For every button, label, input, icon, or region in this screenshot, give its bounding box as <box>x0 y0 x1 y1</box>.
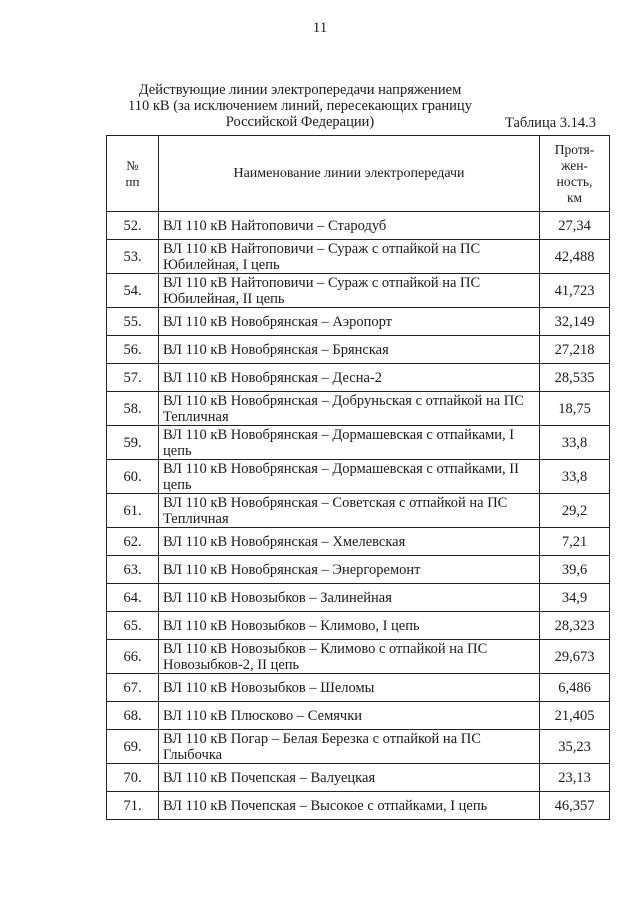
table-row <box>107 274 610 308</box>
row-number: 71. <box>107 792 159 820</box>
table-row <box>107 730 610 764</box>
row-number: 59. <box>107 426 159 460</box>
line-length: 46,357 <box>540 792 610 820</box>
table-header-row <box>107 136 610 212</box>
row-number: 70. <box>107 764 159 792</box>
row-number: 54. <box>107 274 159 308</box>
line-length: 29,2 <box>540 494 610 528</box>
line-length: 33,8 <box>540 460 610 494</box>
line-length: 18,75 <box>540 392 610 426</box>
line-length: 29,673 <box>540 640 610 674</box>
table-row <box>107 556 610 584</box>
table-row <box>107 212 610 240</box>
line-length: 28,323 <box>540 612 610 640</box>
row-number: 57. <box>107 364 159 392</box>
table-row <box>107 240 610 274</box>
table-row <box>107 584 610 612</box>
line-name: ВЛ 110 кВ Новозыбков – Климово, I цепь <box>159 612 540 640</box>
row-number: 65. <box>107 612 159 640</box>
line-length: 21,405 <box>540 702 610 730</box>
table-row <box>107 640 610 674</box>
row-number: 68. <box>107 702 159 730</box>
line-length: 41,723 <box>540 274 610 308</box>
table-row <box>107 764 610 792</box>
line-length: 28,535 <box>540 364 610 392</box>
line-length: 39,6 <box>540 556 610 584</box>
line-name: ВЛ 110 кВ Новобрянская – Хмелевская <box>159 528 540 556</box>
table-row <box>107 612 610 640</box>
row-number: 53. <box>107 240 159 274</box>
line-name: ВЛ 110 кВ Новобрянская – Дормашевская с отпайками, I цепь <box>159 426 540 460</box>
row-number: 67. <box>107 674 159 702</box>
line-name: ВЛ 110 кВ Плюсково – Семячки <box>159 702 540 730</box>
line-name: ВЛ 110 кВ Новобрянская – Брянская <box>159 336 540 364</box>
row-number: 56. <box>107 336 159 364</box>
line-length: 32,149 <box>540 308 610 336</box>
line-name: ВЛ 110 кВ Новозыбков – Залинейная <box>159 584 540 612</box>
header-number: № пп <box>107 136 159 212</box>
header-length: Протя- жен- ность, км <box>540 136 610 212</box>
table-row <box>107 674 610 702</box>
row-number: 66. <box>107 640 159 674</box>
page-number: 11 <box>312 20 328 36</box>
title-line: Действующие линии электропередачи напряжением <box>138 82 462 98</box>
row-number: 69. <box>107 730 159 764</box>
line-name: ВЛ 110 кВ Новобрянская – Дормашевская с отпайками, II цепь <box>159 460 540 494</box>
table-row <box>107 364 610 392</box>
line-length: 35,23 <box>540 730 610 764</box>
row-number: 62. <box>107 528 159 556</box>
header-line-name: Наименование линии электропередачи <box>159 136 540 212</box>
title-line: 110 кВ (за исключением линий, пересекающих границу <box>128 98 472 114</box>
row-number: 52. <box>107 212 159 240</box>
line-name: ВЛ 110 кВ Почепская – Высокое с отпайками, I цепь <box>159 792 540 820</box>
line-length: 42,488 <box>540 240 610 274</box>
line-name: ВЛ 110 кВ Новобрянская – Десна-2 <box>159 364 540 392</box>
table-reference: Таблица 3.14.3 <box>505 115 597 131</box>
line-length: 23,13 <box>540 764 610 792</box>
line-name: ВЛ 110 кВ Новобрянская – Советская с отпайкой на ПС Тепличная <box>159 494 540 528</box>
table-row <box>107 792 610 820</box>
line-length: 27,34 <box>540 212 610 240</box>
row-number: 61. <box>107 494 159 528</box>
document-title <box>95 82 505 130</box>
line-name: ВЛ 110 кВ Найтоповичи – Сураж с отпайкой на ПС Юбилейная, II цепь <box>159 274 540 308</box>
table-row <box>107 460 610 494</box>
row-number: 58. <box>107 392 159 426</box>
table-row <box>107 336 610 364</box>
line-name: ВЛ 110 кВ Погар – Белая Березка с отпайкой на ПС Глыбочка <box>159 730 540 764</box>
line-length: 7,21 <box>540 528 610 556</box>
table-row <box>107 494 610 528</box>
line-name: ВЛ 110 кВ Новозыбков – Шеломы <box>159 674 540 702</box>
table-row <box>107 426 610 460</box>
row-number: 63. <box>107 556 159 584</box>
line-length: 33,8 <box>540 426 610 460</box>
row-number: 64. <box>107 584 159 612</box>
line-name: ВЛ 110 кВ Новобрянская – Энергоремонт <box>159 556 540 584</box>
line-name: ВЛ 110 кВ Почепская – Валуецкая <box>159 764 540 792</box>
line-name: ВЛ 110 кВ Найтоповичи – Сураж с отпайкой на ПС Юбилейная, I цепь <box>159 240 540 274</box>
table-row <box>107 702 610 730</box>
line-length: 6,486 <box>540 674 610 702</box>
line-length: 34,9 <box>540 584 610 612</box>
line-name: ВЛ 110 кВ Найтоповичи – Стародуб <box>159 212 540 240</box>
row-number: 60. <box>107 460 159 494</box>
power-lines-table <box>106 135 610 820</box>
table-row <box>107 528 610 556</box>
line-length: 27,218 <box>540 336 610 364</box>
table-row <box>107 308 610 336</box>
title-line: Российской Федерации) <box>225 114 375 130</box>
line-name: ВЛ 110 кВ Новозыбков – Климово с отпайкой на ПС Новозыбков-2, II цепь <box>159 640 540 674</box>
table-row <box>107 392 610 426</box>
line-name: ВЛ 110 кВ Новобрянская – Аэропорт <box>159 308 540 336</box>
row-number: 55. <box>107 308 159 336</box>
line-name: ВЛ 110 кВ Новобрянская – Добруньская с отпайкой на ПС Тепличная <box>159 392 540 426</box>
